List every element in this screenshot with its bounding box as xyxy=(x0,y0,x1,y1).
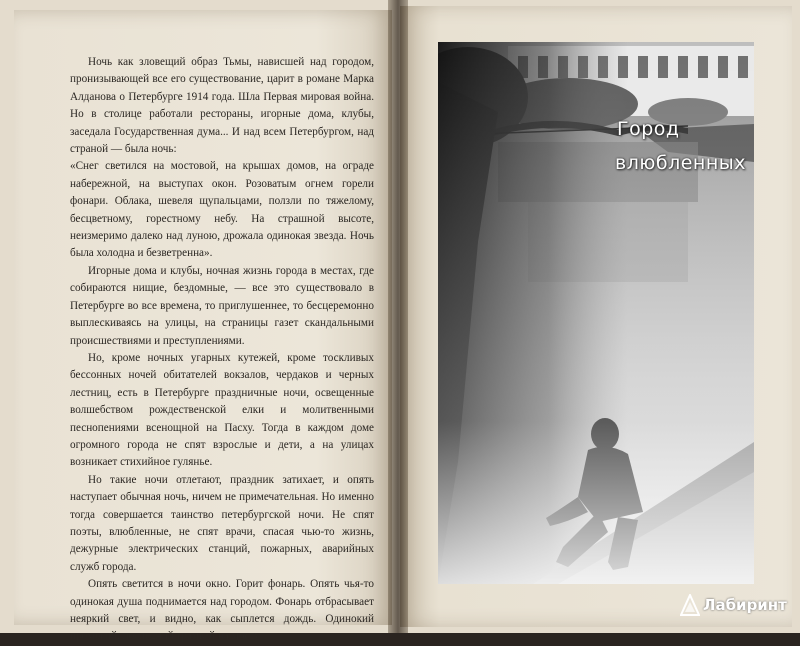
chapter-title-line1: Город xyxy=(617,118,680,140)
paragraph-4: Но, кроме ночных угарных кутежей, кроме тоскливых бессонных ночей обитателей вокзалов, чердаков и черных лестниц, есть в Петербурге праздничные ночи, освещенные волшебством рождественской елки и молитвенными песнопениями всенощной на Пасху. Тогда в каждом доме огромного города не спят взрослые и дети, а на улицах возникает стихийное гулянье. xyxy=(70,351,374,469)
chapter-title-line2: влюбленных xyxy=(615,152,746,174)
body-text xyxy=(70,54,374,646)
labirint-logo-icon xyxy=(680,594,700,616)
paragraph-6: Опять светится в ночи окно. Горит фонарь. Опять чья-то одинокая душа поднимается над городом. Фонарь отбрасывает неяркий свет, и видно, как сыплется дождь. Одинокий прохожий, последний трамвай на мосту... xyxy=(70,578,374,643)
chapter-title xyxy=(615,112,746,180)
paragraph-3: Игорные дома и клубы, ночная жизнь города в местах, где собираются нищие, бездомные, — все это существовало в Петербурге во все времена, то приглушеннее, то бесцеремонно выплескиваясь на улицы, на страницы газет скандальными происшествиями и преступлениями. xyxy=(70,264,374,347)
chapter-photo xyxy=(438,42,754,584)
left-page xyxy=(14,10,392,643)
paragraph-1: Ночь как зловещий образ Тьмы, нависшей над городом, пронизывающей все его существование, царит в романе Марка Алданова о Петербурге 1914 года. Шла Первая мировая война. Но в столице работали рестораны, игорные дома, клубы, заседала Государственная дума... И над всем Петербургом, над страной — была ночь: xyxy=(70,56,374,156)
book-gutter xyxy=(388,0,408,633)
labirint-watermark xyxy=(680,592,787,618)
watermark-text: Лабиринт xyxy=(703,596,787,614)
paragraph-quote: «Снег светился на мостовой, на крышах домов, на ограде набережной, на выступах окон. Розоватым огнем горели фонари. Облака, шевеля щупальцами, ползли по тяжелому, бесцветному, горестному небу. На страшной высоте, неизмеримо далеко над луною, дрожала одинокая звезда. Ночь была холодна и безветренна». xyxy=(70,160,374,260)
paragraph-5: Но такие ночи отлетают, праздник затихает, и опять наступает обычная ночь, ничем не примечательная. Но именно тогда совершается таинство петербургской ночи. Не спят поэты, влюбленные, не спят врачи, спасая чью-то жизнь, дежурные электрических станций, пожарных, аварийных служб города. xyxy=(70,473,374,573)
